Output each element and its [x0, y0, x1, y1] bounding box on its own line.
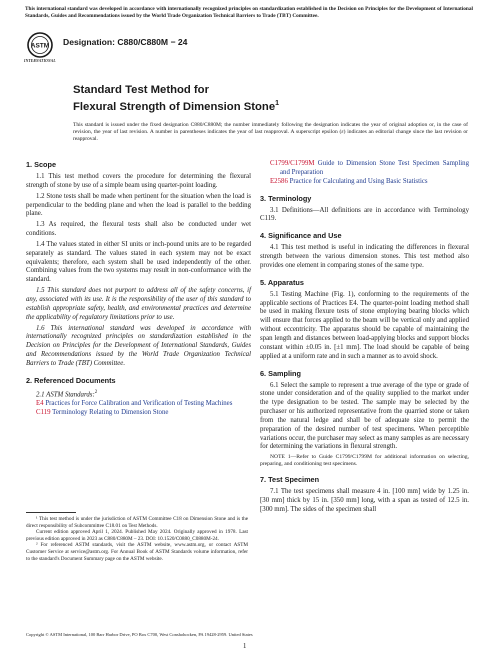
footnote-1b: Current edition approved April 1, 2024. Published May 2024. Originally approved in 1978. Last previous edition approved in 2023 as C880/C880M – 23. DOI: 10.1520/C0880_C0880M-24. [26, 529, 248, 542]
ref-e2586-link[interactable]: E2586 [270, 177, 288, 185]
section-1-heading: 1. Scope [26, 160, 57, 169]
para-4-1: 4.1 This test method is useful in indicating the differences in flexural strength between the various dimension stones. This test method also provides one element in comparing stones of the same type. [260, 244, 469, 269]
ref-e2586 [260, 178, 469, 187]
ref-c1799 [260, 160, 469, 178]
para-6-1: 6.1 Select the sample to represent a true average of the type or grade of stone under consideration and of the quality supplied to the market under the type designation to be tested. The sample may be selected by the purchaser or his authorized representative from the quarried stone or taken from the natural ledge and shall be of adequate size to permit the preparation of the desired number of test specimens. When perceptible variations occur, the purchaser may select as many samples as are necessary for determining the variations in flexural strength. [260, 381, 469, 451]
section-5-heading: 5. Apparatus [260, 277, 304, 287]
wto-notice: This international standard was developed in accordance with internationally recognized principles on standardization established in the Decision on Principles for the Development of International Standards, Guides and Recommendations issued by the World Trade Organization Technical Barriers to Trade (TBT) Committee. [25, 6, 473, 19]
para-5-1: 5.1 Testing Machine (Fig. 1), conforming to the requirements of the applicable sections of Practices E4. The quarter-point loading method shall be used in making flexure tests of stone employing bearing blocks which will ensure that forces applied to the beam will be vertical only and applied without eccentricity. The apparatus should be capable of maintaining the span length and distances between load-applying blocks and support blocks constant within ±0.05 in. [±1 mm]. The load should be capable of being applied at a uniform rate and in such a manner as to avoid shock. [260, 290, 469, 360]
para-1-3: 1.3 As required, the flexural tests shall also be conducted under wet conditions. [26, 221, 251, 238]
footnote-1: ¹ This test method is under the jurisdiction of ASTM Committee C18 on Dimension Stone and is the direct responsibility of Subcommittee C18.01 on Test Methods. [26, 516, 248, 529]
para-3-1: 3.1 Definitions—All definitions are in accordance with Terminology C119. [260, 206, 469, 223]
svg-text:ASTM: ASTM [30, 42, 50, 50]
para-2-1: 2.1 ASTM Standards: [36, 391, 95, 398]
note-1: NOTE 1—Refer to Guide C1799/C1799M for additional information on selecting, preparing, and conditioning test specimens. [260, 454, 469, 468]
title-footnote-mark: 1 [275, 100, 280, 107]
title-line-2: Flexural Strength of Dimension Stone [73, 100, 276, 113]
para-1-6: 1.6 This international standard was developed in accordance with internationally recognized principles on standardization established in the Decision on Principles for the Development of International Standards, Guides and Recommendations issued by the World Trade Organization Technical Barriers to Trade (TBT) Committee. [26, 324, 251, 367]
ref-e2586-title[interactable]: Practice for Calculating and Using Basic Statistics [289, 177, 428, 185]
para-1-1: 1.1 This test method covers the procedure for determining the flexural strength of stone by use of a simple beam using quarter-point loading. [26, 173, 251, 189]
section-7-heading: 7. Test Specimen [260, 475, 320, 485]
footnote-mark-2: 2 [94, 389, 98, 395]
designation: Designation: C880/C880M − 24 [63, 37, 188, 47]
copyright-footer: Copyright © ASTM International, 100 Barr Harbor Drive, PO Box C700, West Conshohocken, PA 19428-2959. United States [26, 632, 253, 637]
para-1-4: 1.4 The values stated in either SI units or inch-pound units are to be regarded separately as standard. The values stated in each system may not be exact equivalents; therefore, each system shall be used independently of the other. Combining values from the two systems may result in non-conformance with the standard. [26, 240, 251, 284]
ref-c119-link[interactable]: C119 [36, 408, 51, 416]
para-7-1: 7.1 The test specimens shall measure 4 in. [100 mm] wide by 1.25 in. [30 mm] thick by 15 in. [350 mm] long, with a span as tested of 12.5 in. [300 mm]. The sides of the specimen shall [260, 488, 469, 513]
ref-c1799-link[interactable]: C1799/C1799M [270, 160, 315, 167]
page-number: 1 [243, 643, 247, 650]
section-6-heading: 6. Sampling [260, 368, 301, 378]
section-3-heading: 3. Terminology [260, 193, 312, 203]
footnote-rule [26, 512, 76, 513]
para-1-2: 1.2 Stone tests shall be made when pertinent for the situation when the load is perpendicular to the bedding plane and when the load is parallel to the bedding plane. [26, 192, 251, 218]
ref-c119 [26, 409, 251, 418]
ref-e4-link[interactable]: E4 [36, 399, 44, 407]
astm-international-logo [27, 32, 53, 60]
footnotes [26, 516, 248, 562]
ref-c119-title[interactable]: Terminology Relating to Dimension Stone [52, 408, 169, 416]
fixed-designation-notice: This standard is issued under the fixed designation C880/C880M; the number immediately following the designation indicates the year of original adoption or, in the case of revision, the year of last revision. A number in parentheses indicates the year of last reapproval. A superscript epsilon (ε) indicates an editorial change since the last revision or reapproval. [73, 122, 468, 142]
right-column [260, 160, 469, 515]
logo-caption: INTERNATIONAL [24, 59, 56, 63]
document-title [73, 84, 279, 114]
footnote-2: ² For referenced ASTM standards, visit the ASTM website, www.astm.org, or contact ASTM Customer Service at service@astm.org. For Annual Book of ASTM Standards volume information, refer to the standard's Document Summary page on the ASTM website. [26, 542, 248, 562]
ref-e4-title[interactable]: Practices for Force Calibration and Verification of Testing Machines [45, 399, 233, 407]
section-2-heading: 2. Referenced Documents [26, 375, 116, 385]
section-4-heading: 4. Significance and Use [260, 231, 342, 241]
left-column [26, 160, 251, 418]
ref-c1799-title[interactable]: Guide to Dimension Stone Test Specimen Sampling and Preparation [280, 160, 469, 176]
para-1-5: 1.5 This standard does not purport to address all of the safety concerns, if any, associated with its use. It is the responsibility of the user of this standard to establish appropriate safety, health, and environmental practices and determine the applicability of regulatory limitations prior to use. [26, 287, 251, 321]
title-line-1: Standard Test Method for [73, 84, 209, 96]
ref-e4 [26, 400, 251, 409]
